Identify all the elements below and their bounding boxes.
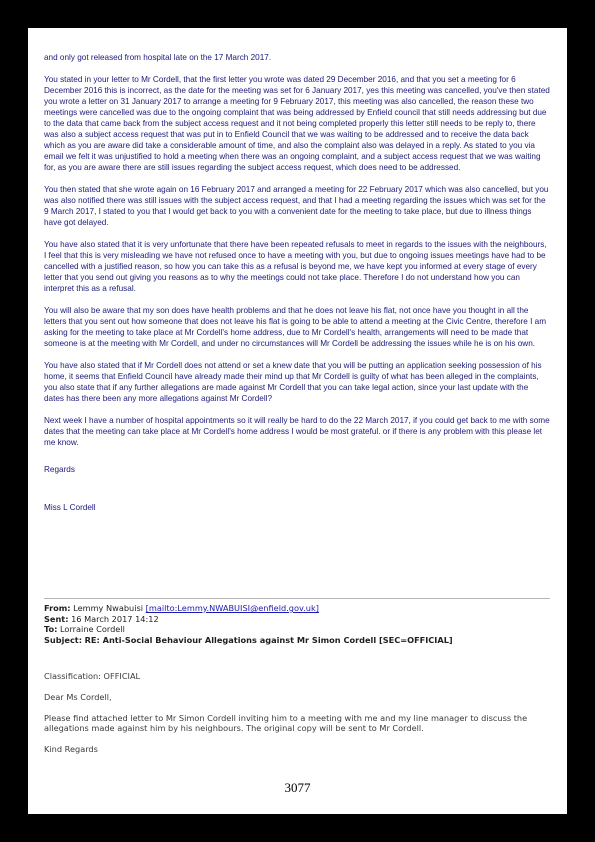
email-sent-label: Sent:	[44, 613, 69, 624]
letter-signature: Miss L Cordell	[44, 503, 96, 512]
email-closing: Kind Regards	[44, 743, 98, 754]
letter-paragraph-2: You then stated that she wrote again on 16 February 2017 and arranged a meeting for 22 February 2017 which was also cancelled, but you was also notified there was still issues with the subject access request, and that I had a meeting regarding the issues which was set for the 9 March 2017, I stated to you that I would get back to you with a convenient date for the meeting to take place, but due to illness things have got delayed.	[44, 185, 549, 227]
email-to-value: Lorraine Cordell	[60, 624, 125, 635]
email-to-line	[44, 624, 550, 635]
email-subject-line	[44, 635, 550, 646]
document-page	[28, 28, 567, 814]
email-greeting: Dear Ms Cordell,	[44, 691, 112, 702]
email-to-label: To:	[44, 624, 58, 635]
email-body	[44, 645, 550, 754]
email-sent-line	[44, 614, 550, 625]
email-subject-value: RE: Anti-Social Behaviour Allegations against Mr Simon Cordell [SEC=OFFICIAL]	[84, 634, 453, 645]
email-classification: Classification: OFFICIAL	[44, 671, 141, 682]
page-number: 3077	[284, 780, 311, 795]
letter-paragraph-6: Next week I have a number of hospital appointments so it will really be hard to do the 22 March 2017, if you could get back to me with some dates that the meeting can take place at Mr Cordell's home address I would be most grateful. or if there is any problem with this please let me know.	[44, 416, 550, 447]
email-divider	[44, 598, 550, 599]
email-body-text: Please find attached letter to Mr Simon Cordell inviting him to a meeting with me and my line manager to discuss the allegations made against him by his neighbours. The original copy will be sent to Mr Cordell.	[44, 712, 528, 734]
email-sent-value: 16 March 2017 14:12	[71, 613, 159, 624]
letter-body	[44, 52, 550, 513]
email-subject-label: Subject:	[44, 634, 82, 645]
letter-paragraph-5: You have also stated that if Mr Cordell does not attend or set a knew date that you will be putting an application seeking possession of his home, it seems that Enfield Council have already made their mind up that Mr Cordell is guilty of what has been alleged in the complaints, you also state that if any further allegations are made against Mr Cordell that you can take legal action, since your last update with the dates has there been any more allegations against Mr Cordell?	[44, 361, 542, 403]
letter-paragraph-0: and only got released from hospital late on the 17 March 2017.	[44, 53, 272, 62]
email-from-label: From:	[44, 603, 71, 613]
letter-regards: Regards	[44, 465, 75, 474]
letter-paragraph-3: You have also stated that it is very unfortunate that there have been repeated refusals to meet in regards to the issues with the neighbours, I feel that this is very misleading we have not refused once to have a meeting with you, but due to ongoing issues meetings have had to be cancelled with a justified reason, so how you can take this as a refusal is beyond me, we have kept you informed at every stage of every letter that you send out giving you reasons as to why the meetings could not take place. Therefore I do not understand how you can interpret this as a refusal.	[44, 240, 547, 293]
email-from-name: Lemmy Nwabuisi	[73, 603, 144, 613]
letter-paragraph-4: You will also be aware that my son does have health problems and that he does not leave his flat, not once have you thought in all the letters that you sent out how someone that does not leave his flat is going to be able to attend a meeting at the Civic Centre, therefore I am asking for the meeting to take place at Mr Cordell's home address, due to Mr Cordell's health, arrangements will need to be made that someone is at the meeting with Mr Cordell, and under no circumstances will Mr Cordell be addressing the issues while he is on his own.	[44, 306, 547, 348]
email-from-link[interactable]: [mailto:Lemmy.NWABUISI@enfield.gov.uk]	[145, 603, 319, 613]
letter-paragraph-1: You stated in your letter to Mr Cordell, that the first letter you wrote was dated 29 December 2016, and that you set a meeting for 6 December 2016 this is incorrect, as the date for the meeting was set for 6 January 2017, yes this meeting was cancelled, you've then stated you wrote a letter on 31 January 2017 to arrange a meeting for 9 February 2017, this meeting was also cancelled, the reason these two meetings were cancelled was due to the ongoing complaint that was being addressed by Enfield council that still needs addressing but due to the data that came back from the subject access request and it not being completed properly this letter still needs to be reply to, there was also a subject access request that was put in to Enfield Council that we was waiting to be addressed and to receive the data back which as you are aware did take a considerable amount of time, and also the complaint also was delayed in a reply. As stated to you via email we felt it was unjustified to hold a meeting when there was an ongoing complaint, and a subject access request that we was waiting for, as you are aware there are still issues regarding the subject access request, which does need to be addressed.	[44, 75, 550, 172]
email-block	[44, 598, 550, 754]
email-from-line	[44, 603, 550, 614]
